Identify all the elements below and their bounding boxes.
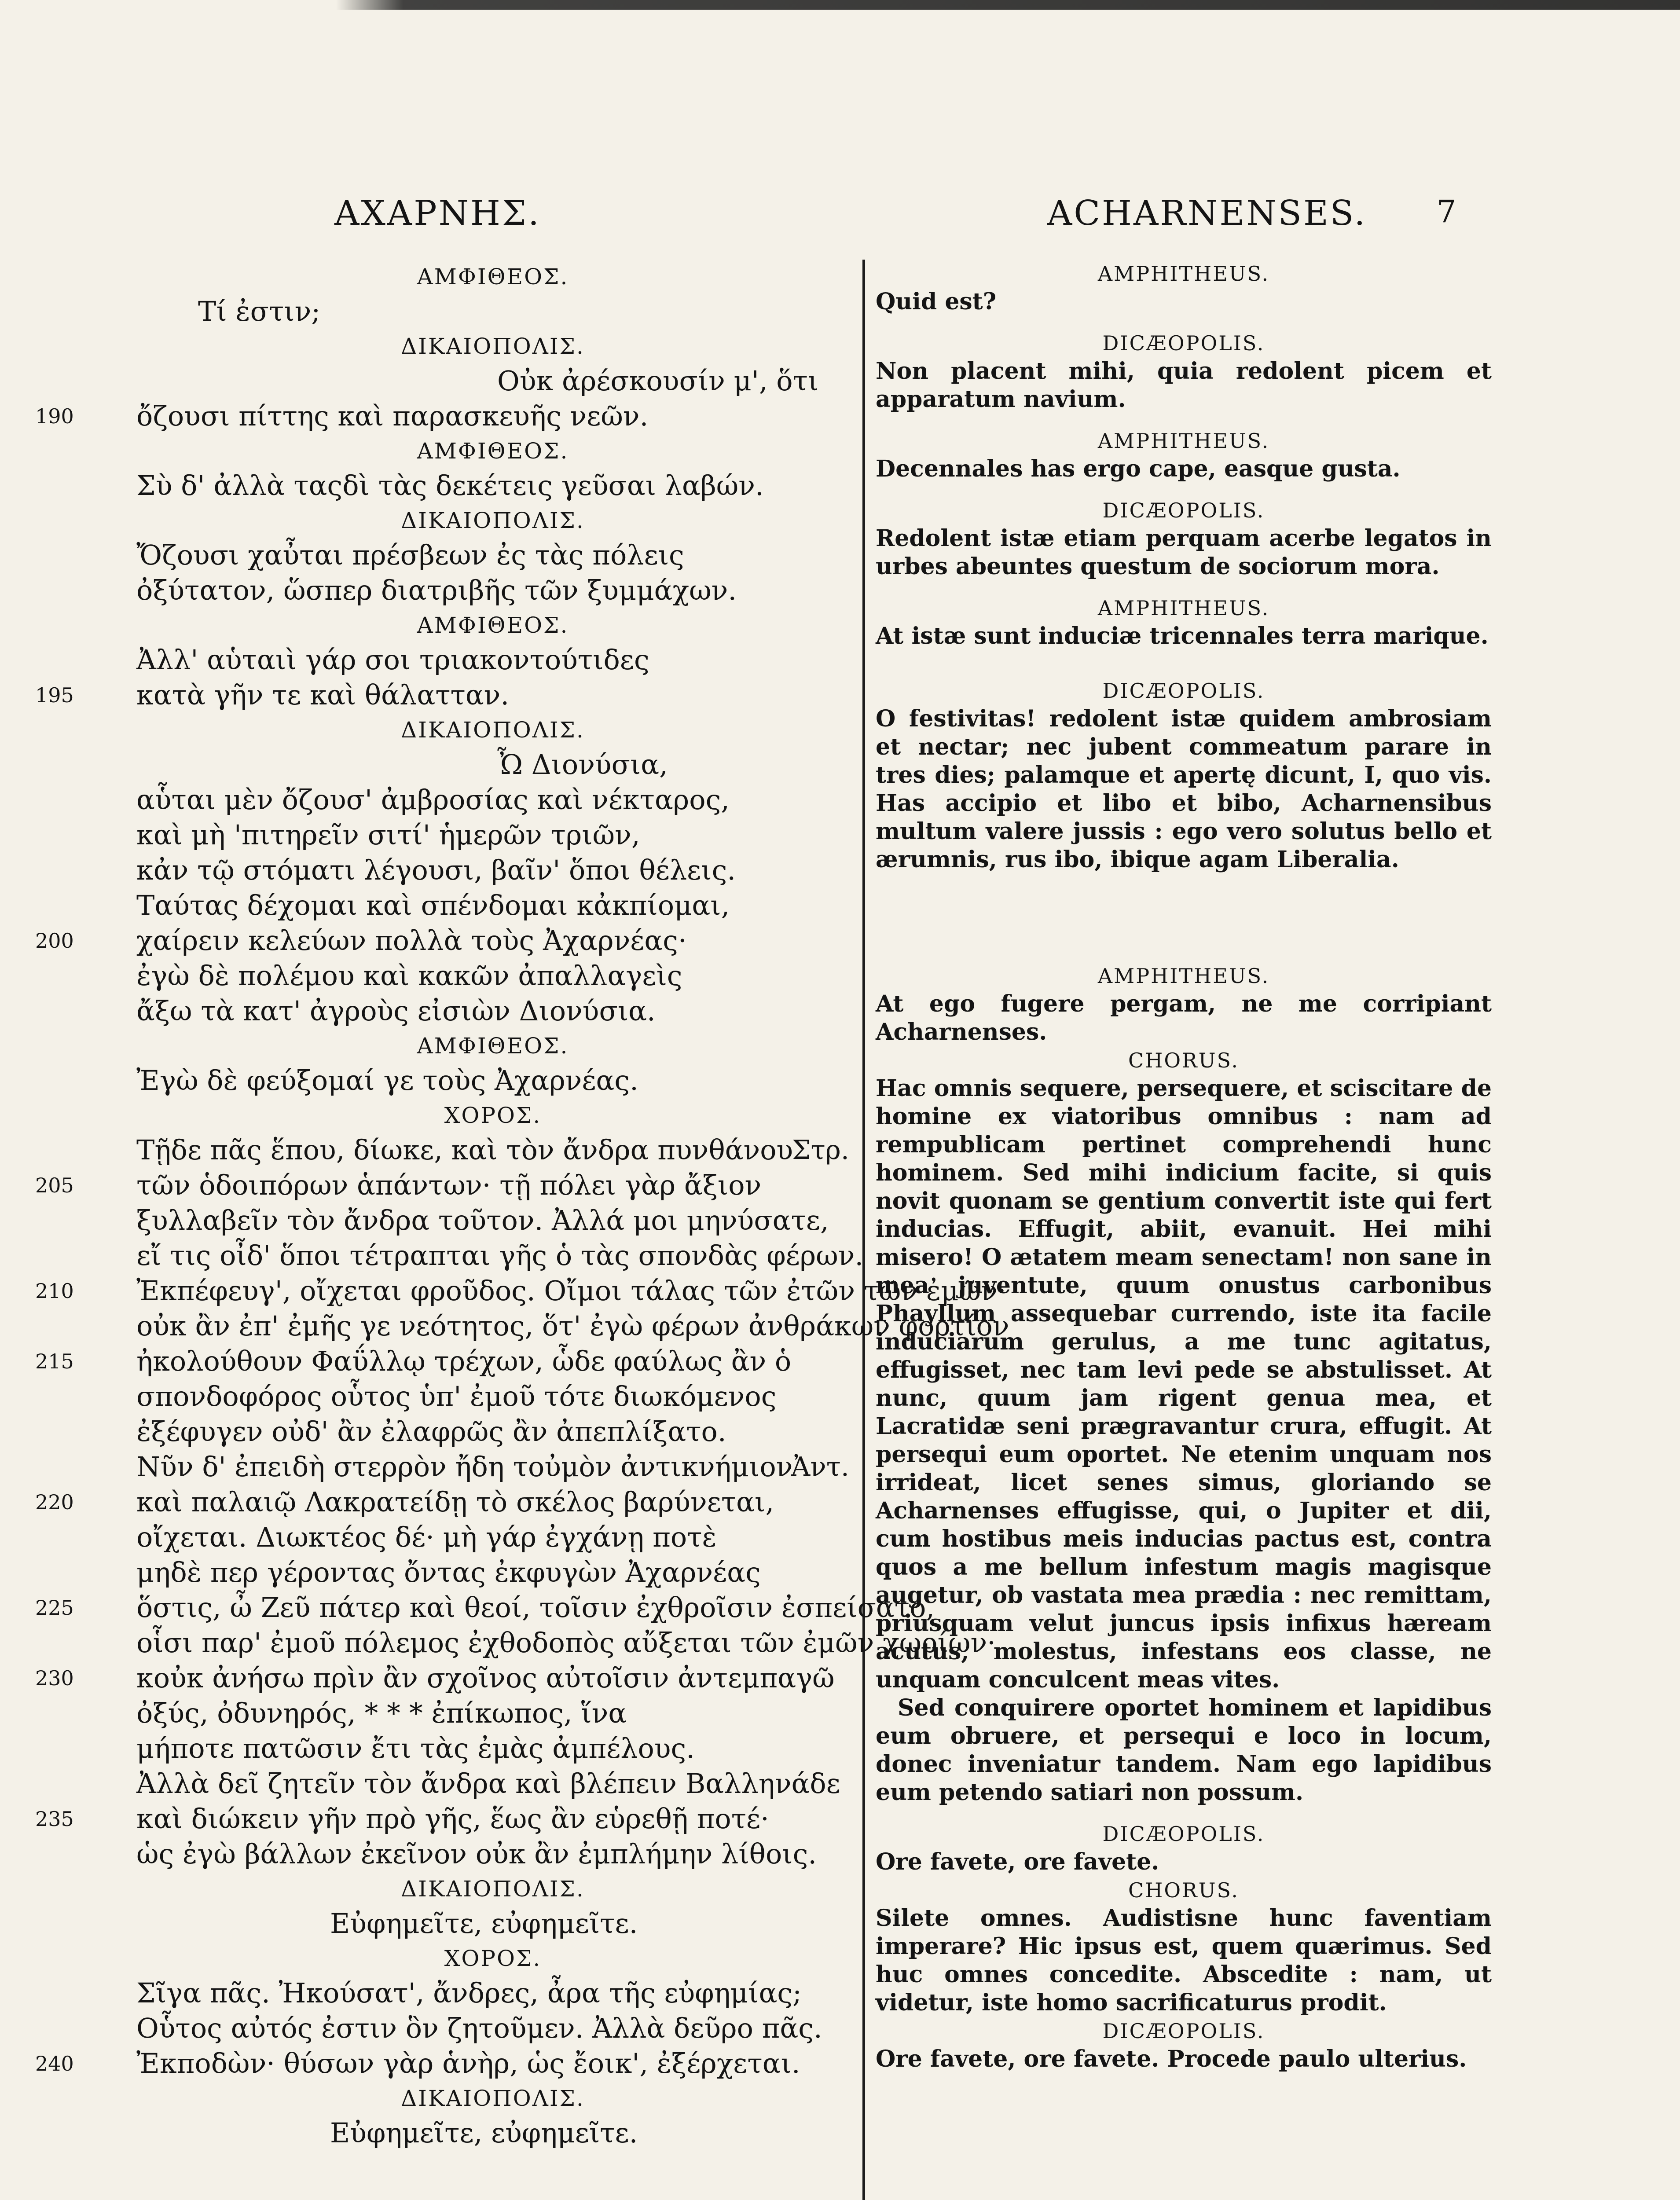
verse-text: οὐκ ἂν ἐπ' ἐμῆς γε νεότητος, ὅτ' ἐγὼ φέρων ἀνθράκων φορτίον xyxy=(136,1310,1009,1342)
verse-line xyxy=(136,468,849,503)
verse-line xyxy=(136,853,849,888)
verse-line xyxy=(136,818,849,853)
line-number: 235 xyxy=(35,1807,74,1831)
speaker-label: ΧΟΡΟΣ. xyxy=(444,1103,542,1128)
verse-line xyxy=(136,1449,849,1485)
verse-line xyxy=(136,1766,849,1801)
latin-speaker-name: AMPHITHEUS. xyxy=(1097,429,1270,453)
verse-text: ἐγὼ δὲ πολέμου καὶ κακῶν ἀπαλλαγεὶς xyxy=(136,960,682,992)
verse-line xyxy=(136,538,849,573)
speaker-name xyxy=(136,713,849,747)
verse-line xyxy=(136,1379,849,1414)
scan-top-edge xyxy=(0,0,1680,10)
line-number: 240 xyxy=(35,2052,74,2075)
verse-text: τῶν ὁδοιπόρων ἁπάντων· τῇ πόλει γὰρ ἄξιον xyxy=(136,1169,762,1201)
verse-text: καὶ παλαιῷ Λακρατείδῃ τὸ σκέλος βαρύνεται, xyxy=(136,1486,774,1518)
verse-line xyxy=(35,1344,849,1379)
verse-text: οἷσι παρ' ἐμοῦ πόλεμος ἐχθοδοπὸς αὔξεται τῶν ἐμῶν χωρίων· xyxy=(136,1627,996,1659)
verse-text: Ταύτας δέχομαι καὶ σπένδομαι κἀκπίομαι, xyxy=(136,889,730,921)
verse-text: Ἐκπέφευγ', οἴχεται φροῦδος. Οἴμοι τάλας τῶν ἐτῶν τῶν ἐμῶν· xyxy=(136,1275,1006,1307)
verse-text: ὀξύτατον, ὥσπερ διατριβῆς τῶν ξυμμάχων. xyxy=(136,574,737,606)
verse-text: ἠκολούθουν Φαΰλλῳ τρέχων, ὧδε φαύλως ἂν ὁ xyxy=(136,1345,792,1377)
line-number: 190 xyxy=(35,404,74,428)
verse-line xyxy=(136,888,849,923)
latin-paragraph: Decennales has ergo cape, easque gusta. xyxy=(876,455,1401,482)
speaker-name xyxy=(136,1029,849,1063)
latin-paragraph: At ego fugere pergam, ne me corripiant Acharnenses. xyxy=(876,990,1492,1045)
verse-text: χαίρειν κελεύων πολλὰ τοὺς Ἀχαρνέας· xyxy=(136,924,687,957)
verse-line xyxy=(35,923,849,958)
speaker-label: ΑΜΦΙΘΕΟΣ. xyxy=(417,264,569,290)
latin-paragraph: Silete omnes. Audistisne hunc faventiam imperare? Hic ipsus est, quem quærimus. Sed huc omnes concedite. Abscedite : nam, ut videtur, iste homo sacrificaturus prodit. xyxy=(876,1905,1492,2016)
latin-paragraph: Hac omnis sequere, persequere, et sciscitare de homine ex viatoribus omnibus : nam ad rempublicam pertinet comprehendi hunc hominem. Sed mihi indicium facite, si quis novit quonam se gentium convertit iste qui fert inducias. Effugit, abiit, evanuit. Hei mihi misero! O ætatem meam senectam! non sane in mea juventute, quum onustus carbonibus Phayllum assequebar currendo, iste ita facile induciarum gerulus, a me tunc agitatus, effugisset, nec tam levi pede se abstulisset. At nunc, quum jam rigent genua mea, et Lacratidæ seni prægravantur crura, effugit. At persequi eum oportet. Ne etenim unquam nos irrideat, licet senes simus, gloriando se Acharnenses effugisse, qui, o Jupiter et dii, cum hostibus meis inducias pactus est, contra quos a me bellum infestum magis magisque augetur, ob vastata mea prædia : nec remittam, priusquam velut juncus ipsis infixus hæream acutus, molestus, infestans eos classe, ne unquam conculcent meas vites. xyxy=(876,1075,1492,1693)
verse-line xyxy=(136,1063,849,1098)
latin-speaker-name: DICÆOPOLIS. xyxy=(1102,1822,1265,1846)
line-number: 210 xyxy=(35,1279,74,1303)
verse-text: Ἐγὼ δὲ φεύξομαί γε τοὺς Ἀχαρνέας. xyxy=(136,1064,638,1096)
latin-running-title: ACHARNENSES. xyxy=(1047,194,1367,233)
verse-line xyxy=(136,1133,849,1168)
latin-translation-column xyxy=(876,260,1492,2073)
spacer xyxy=(876,316,1492,329)
verse-text: αὗται μὲν ὄζουσ' ἀμβροσίας καὶ νέκταρος, xyxy=(136,784,730,816)
verse-text: καὶ μὴ 'πιτηρεῖν σιτί' ἡμερῶν τριῶν, xyxy=(136,819,640,851)
verse-line xyxy=(136,1414,849,1449)
verse-line xyxy=(136,1520,849,1555)
verse-text: Σὺ δ' ἀλλὰ ταςδὶ τὰς δεκέτεις γεῦσαι λαβών. xyxy=(136,469,764,502)
verse-line xyxy=(35,1168,849,1203)
latin-paragraph: Ore favete, ore favete. xyxy=(876,1848,1159,1875)
verse-line xyxy=(136,1203,849,1238)
verse-text: Νῦν δ' ἐπειδὴ στερρὸν ἤδη τοὐμὸν ἀντικνήμιον xyxy=(136,1451,793,1483)
latin-speaker-name: CHORUS. xyxy=(1128,1049,1239,1072)
verse-text: οἴχεται. Διωκτέος δέ· μὴ γάρ ἐγχάνῃ ποτὲ xyxy=(136,1521,717,1553)
verse-text: Ἀλλὰ δεῖ ζητεῖν τὸν ἄνδρα καὶ βλέπειν Βαλληνάδε xyxy=(136,1767,840,1800)
verse-line xyxy=(136,1976,849,2011)
speaker-name xyxy=(136,2081,849,2116)
speaker-label: ΑΜΦΙΘΕΟΣ. xyxy=(417,1033,569,1059)
verse-line xyxy=(136,994,849,1029)
verse-text: Ἐκποδὼν· θύσων γὰρ ἁνὴρ, ὡς ἔοικ', ἐξέρχεται. xyxy=(136,2047,800,2079)
verse-line xyxy=(136,1238,864,1273)
verse-text: Εὐφημεῖτε, εὐφημεῖτε. xyxy=(330,2117,638,2149)
line-number: 220 xyxy=(35,1490,74,1514)
latin-speaker-name: AMPHITHEUS. xyxy=(1097,964,1270,988)
speaker-name xyxy=(136,608,849,642)
verse-text: μηδὲ περ γέροντας ὄντας ἐκφυγὼν Ἀχαρνέας xyxy=(136,1556,761,1588)
verse-text: Οὐκ ἀρέσκουσίν μ', ὅτι xyxy=(497,365,819,397)
speaker-label: ΔΙΚΑΙΟΠΟΛΙΣ. xyxy=(401,1876,585,1902)
verse-text: σπονδοφόρος οὗτος ὑπ' ἐμοῦ τότε διωκόμενος xyxy=(136,1380,777,1412)
verse-text: ὡς ἐγὼ βάλλων ἐκεῖνον οὐκ ἂν ἐμπλήμην λίθοις. xyxy=(136,1838,817,1870)
verse-line xyxy=(35,2046,849,2081)
verse-text: ἄξω τὰ κατ' ἀγροὺς εἰσιὼν Διονύσια. xyxy=(136,995,656,1027)
verse-text: Σῖγα πᾶς. Ἠκούσατ', ἄνδρες, ἆρα τῆς εὐφημίας; xyxy=(136,1977,802,2009)
speaker-label: ΔΙΚΑΙΟΠΟΛΙΣ. xyxy=(401,717,585,743)
verse-text: ὀξύς, ὀδυνηρός, * * * ἐπίκωπος, ἵνα xyxy=(136,1697,627,1729)
line-number: 215 xyxy=(35,1349,74,1373)
latin-paragraph: Ore favete, ore favete. Procede paulo ulterius. xyxy=(876,2046,1467,2072)
verse-line xyxy=(136,1309,1009,1344)
verse-line xyxy=(136,782,849,818)
verse-text: κατὰ γῆν τε καὶ θάλατταν. xyxy=(136,679,510,711)
verse-text: κἀν τῷ στόματι λέγουσι, βαῖν' ὅποι θέλεις. xyxy=(136,854,736,886)
verse-line xyxy=(35,678,849,713)
speaker-name xyxy=(136,1941,849,1976)
verse-line xyxy=(35,1661,849,1696)
latin-paragraph: Quid est? xyxy=(876,288,997,315)
verse-text: Εὐφημεῖτε, εὐφημεῖτε. xyxy=(330,1907,638,1940)
verse-line xyxy=(136,747,849,782)
line-number: 230 xyxy=(35,1666,74,1690)
verse-line xyxy=(35,1273,1006,1309)
verse-line xyxy=(136,642,849,678)
verse-text: Τῇδε πᾶς ἕπου, δίωκε, καὶ τὸν ἄνδρα πυνθάνου xyxy=(136,1134,793,1166)
page-number: 7 xyxy=(1437,194,1458,230)
verse-line xyxy=(136,2116,849,2151)
verse-line xyxy=(136,958,849,994)
verse-text: Οὗτος αὐτός ἐστιν ὃν ζητοῦμεν. Ἀλλὰ δεῦρο πᾶς. xyxy=(136,2012,822,2044)
speaker-label: ΔΙΚΑΙΟΠΟΛΙΣ. xyxy=(401,334,585,359)
line-number: 205 xyxy=(35,1173,74,1197)
greek-running-title: ΑΧΑΡΝΗΣ. xyxy=(334,194,541,233)
latin-speaker-name: AMPHITHEUS. xyxy=(1097,596,1270,620)
spacer xyxy=(876,483,1492,496)
verse-line xyxy=(136,573,849,608)
verse-line xyxy=(136,1837,849,1872)
verse-line xyxy=(35,1801,849,1837)
verse-line xyxy=(136,2011,849,2046)
speaker-label: ΧΟΡΟΣ. xyxy=(444,1946,542,1971)
verse-text: ξυλλαβεῖν τὸν ἄνδρα τοῦτον. Ἀλλά μοι μηνύσατε, xyxy=(136,1204,829,1236)
latin-paragraph: O festivitas! redolent istæ quidem ambrosiam et nectar; nec jubent commeatum parare in tres dies; palamque et apertę dicunt, I, quo vis. Has accipio et libo et bibo, Acharnensibus multum valere jussis : ego vero solutus bello et ærumnis, rus ibo, ibique agam Liberalia. xyxy=(876,705,1492,873)
latin-speaker-name: CHORUS. xyxy=(1128,1878,1239,1902)
verse-line xyxy=(136,1555,849,1590)
latin-speaker-name: AMPHITHEUS. xyxy=(1097,262,1270,286)
verse-text: Τί ἐστιν; xyxy=(198,295,321,327)
latin-paragraph: Redolent istæ etiam perquam acerbe legatos in urbes abeuntes questum de sociorum mora. xyxy=(876,525,1492,580)
latin-paragraph: Non placent mihi, quia redolent picem et apparatum navium. xyxy=(876,358,1492,413)
verse-text: καὶ διώκειν γῆν πρὸ γῆς, ἕως ἂν εὑρεθῇ ποτέ· xyxy=(136,1803,769,1835)
verse-text: Ὦ Διονύσια, xyxy=(497,748,668,781)
verse-line xyxy=(136,1731,849,1766)
spacer xyxy=(876,414,1492,427)
verse-line xyxy=(35,399,849,434)
speaker-name xyxy=(136,434,849,468)
latin-speaker-name: DICÆOPOLIS. xyxy=(1102,331,1265,355)
verse-text: Ὄζουσι χαὖται πρέσβεων ἐς τὰς πόλεις xyxy=(136,539,684,571)
latin-speaker-name: DICÆOPOLIS. xyxy=(1102,2019,1265,2043)
verse-text: κοὐκ ἀνήσω πρὶν ἂν σχοῖνος αὐτοῖσιν ἀντεμπαγῶ xyxy=(136,1662,835,1694)
verse-text: ὄζουσι πίττης καὶ παρασκευῆς νεῶν. xyxy=(136,400,649,432)
verse-text: ἐξέφυγεν οὐδ' ἂν ἐλαφρῶς ἂν ἀπεπλίξατο. xyxy=(136,1415,726,1448)
verse-text: εἴ τις οἶδ' ὅποι τέτραπται γῆς ὁ τὰς σπονδὰς φέρων. xyxy=(136,1239,864,1272)
verse-text: ὅστις, ὦ Ζεῦ πάτερ καὶ θεοί, τοῖσιν ἐχθροῖσιν ἐσπείσατο, xyxy=(136,1591,935,1624)
speaker-label: ΑΜΦΙΘΕΟΣ. xyxy=(417,612,569,638)
verse-line xyxy=(136,1906,849,1941)
verse-line xyxy=(136,363,849,399)
verse-line xyxy=(136,294,849,329)
verse-line xyxy=(136,1696,849,1731)
speaker-name xyxy=(136,260,849,294)
latin-paragraph: At istæ sunt induciæ tricennales terra marique. xyxy=(876,623,1489,649)
speaker-name xyxy=(136,503,849,538)
latin-paragraph: Sed conquirere oportet hominem et lapidibus eum obruere, et persequi e loco in locum, donec inveniatur tandem. Nam ego lapidibus eum petendo satiari non possum. xyxy=(876,1694,1492,1806)
speaker-label: ΔΙΚΑΙΟΠΟΛΙΣ. xyxy=(401,2086,585,2111)
line-number: 200 xyxy=(35,929,74,953)
line-number: 225 xyxy=(35,1596,74,1620)
speaker-label: ΑΜΦΙΘΕΟΣ. xyxy=(417,438,569,464)
spacer xyxy=(876,650,1492,677)
strophe-marker: Ἀντ. xyxy=(791,1452,849,1482)
strophe-marker: Στρ. xyxy=(792,1135,849,1166)
speaker-name xyxy=(136,1098,849,1133)
verse-line xyxy=(136,1625,996,1661)
speaker-name xyxy=(136,329,849,363)
line-number: 195 xyxy=(35,683,74,707)
speaker-name xyxy=(136,1872,849,1906)
speaker-label: ΔΙΚΑΙΟΠΟΛΙΣ. xyxy=(401,508,585,533)
latin-speaker-name: DICÆOPOLIS. xyxy=(1102,499,1265,522)
latin-speaker-name: DICÆOPOLIS. xyxy=(1102,679,1265,703)
spacer xyxy=(876,581,1492,594)
verse-line xyxy=(35,1590,935,1625)
column-divider xyxy=(862,260,865,2200)
spacer xyxy=(876,874,1492,962)
verse-text: Ἀλλ' αὑταιὶ γάρ σοι τριακοντούτιδες xyxy=(136,644,649,676)
verse-text: μήποτε πατῶσιν ἔτι τὰς ἐμὰς ἀμπέλους. xyxy=(136,1732,695,1764)
verse-line xyxy=(35,1485,849,1520)
spacer xyxy=(876,1807,1492,1820)
